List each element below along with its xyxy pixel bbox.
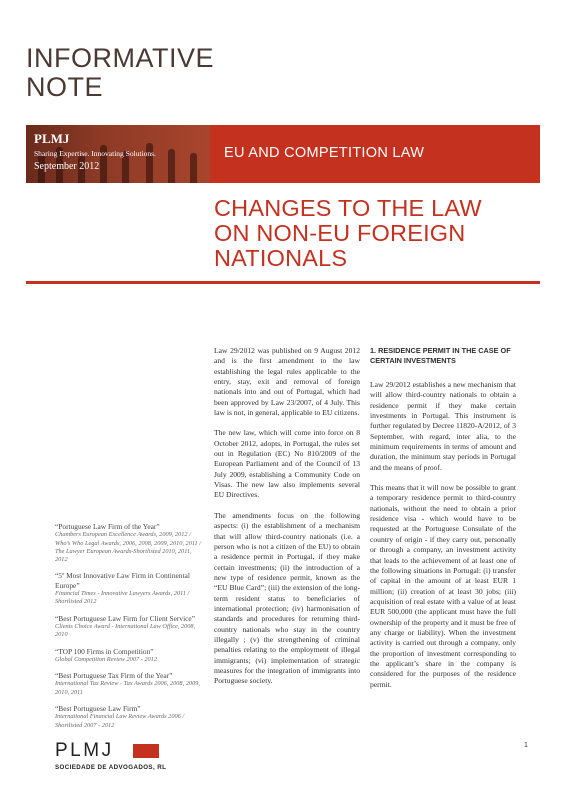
award-source: International Financial Law Review Awards 2006 / Shortlisted 2007 - 2012 [55,713,185,729]
page-number: 1 [524,742,528,749]
paragraph: The amendments focus on the following aspects: (i) the establishment of a mechanism that will allow third-country nationals (i.e. a person who is not a citizen of the EU) to obtain a residence permit in Portugal, if they make certain investments; (ii) the introduction of a new type of residence permit, known as the “EU Blue Card”; (iii) the extension of the long-term resident status to beneficiaries of international protection; (iv) harmonisation of standards and procedures for returning third-country nationals who stay in the country illegally ; (v) the strengthening of criminal penalties relating to the employment of illegal immigrants; (vi) implementation of strategic measures for the integration of immigrants into Portuguese society. [214,510,360,686]
paragraph: Law 29/2012 establishes a new mechanism that will allow third-country nationals to obtain a residence permit if they make certain investments in Portugal. This instrument is further regulated by Decree 11820-A/2012, of 3 September, with regard, inter alia, to the minimum requirements in terms of amount and duration, the minimum stay periods in Portugal and the means of proof. [370,380,516,472]
body-column-1 [214,346,360,697]
header-banner [26,125,540,183]
award-item [55,704,205,730]
brand-name: PLMJ [34,131,70,146]
practice-area: EU AND COMPETITION LAW [224,145,425,161]
award-source: Financial Times - Innovative Lawyers Awards, 2011 / Shortlisted 2012 [55,590,190,606]
paragraph: This means that it will now be possible to grant a temporary residence permit to third-country nationals, without the need to obtain a prior residence visa - which would have to be requested at the Portuguese Consulate of the country of origin - if they carry out, personally or through a company, an investment activity that leads to the achievement of at least one of the following situations in Portugal: (i) transfer of capital in the amount of at least EUR 1 million; (ii) creation of at least 30 jobs; (iii) acquisition of real estate with a value of at least EUR 500,000 (the applicant must have the full ownership of the property and it must be free of any charge or liability). When the investment activity is carried out through a company, only the proportion of investment corresponding to the applicant’s share in the company is considered for the purposes of the residence permit. [370,483,516,689]
award-source: Chambers European Excellence Awards, 2009, 2012 / Who’s Who Legal Awards, 2006, 2008, 2009, 2010, 2011 / The Lawyer European Awards-Shortlisted 2010, 2011, 2012 [55,531,202,564]
award-title: “5º Most Innovative Law Firm in Continental Europe” [55,571,190,590]
award-item [55,571,205,606]
awards-list [55,522,205,737]
document-type-line-1: INFORMATIVE [26,43,215,73]
brand-tagline: Sharing Expertise. Innovating Solutions. [34,149,156,158]
publication-date: September 2012 [34,161,100,172]
award-item [55,614,205,640]
award-title: “Best Portuguese Tax Firm of the Year” [55,671,173,681]
footer-logo [55,741,166,771]
award-source: Clients Choice Award - International Law Office, 2008, 2010 [55,622,196,639]
note-title [214,196,534,271]
body-column-2 [370,346,516,700]
note-title-line-3: NATIONALS [214,245,348,271]
award-source: International Tax Review - Tax Awards 2006, 2008, 2009, 2010, 2011 [55,680,200,696]
banner-photo [26,125,210,183]
paragraph: The new law, which will come into force on 8 October 2012, adopts, in Portugal, the rules set out in Regulation (EC) No 810/2009 of the European Parliament and of the Council of 13 July 2009, establishing a Community Code on Visas. The new law also implements several EU Directives. [214,428,360,500]
title-divider [26,281,540,284]
note-title-line-1: CHANGES TO THE LAW [214,195,482,221]
document-type-line-2: NOTE [26,72,104,102]
award-item [55,522,205,564]
practice-area-bar [210,125,540,183]
section-heading: 1. RESIDENCE PERMIT IN THE CASE OF CERTAIN INVESTMENTS [370,346,511,365]
logo-subtitle: SOCIEDADE DE ADVOGADOS, RL [55,764,167,771]
award-item [55,671,205,697]
award-title: “TOP 100 Firms in Competition” [55,646,154,656]
award-title: “Portuguese Law Firm of the Year” [55,522,160,531]
paragraph: Law 29/2012 was published on 9 August 2012 and is the first amendment to the law establishing the legal rules applicable to the entry, stay, exit and removal of foreign nationals into and out of Portugal, which had been approved by Law 23/2007, of 4 July. This law is not, in general, applicable to EU citizens. [214,346,360,418]
award-title: “Best Portuguese Law Firm for Client Service” [55,613,195,623]
note-title-line-2: ON NON-EU FOREIGN [214,220,466,246]
logo-square-icon [133,744,159,758]
award-source: Global Competition Review 2007 - 2012 [55,655,157,663]
award-item [55,647,205,665]
award-title: “Best Portuguese Law Firm” [55,704,141,714]
document-type [26,44,214,102]
logo-text: PLMJ [55,740,114,761]
